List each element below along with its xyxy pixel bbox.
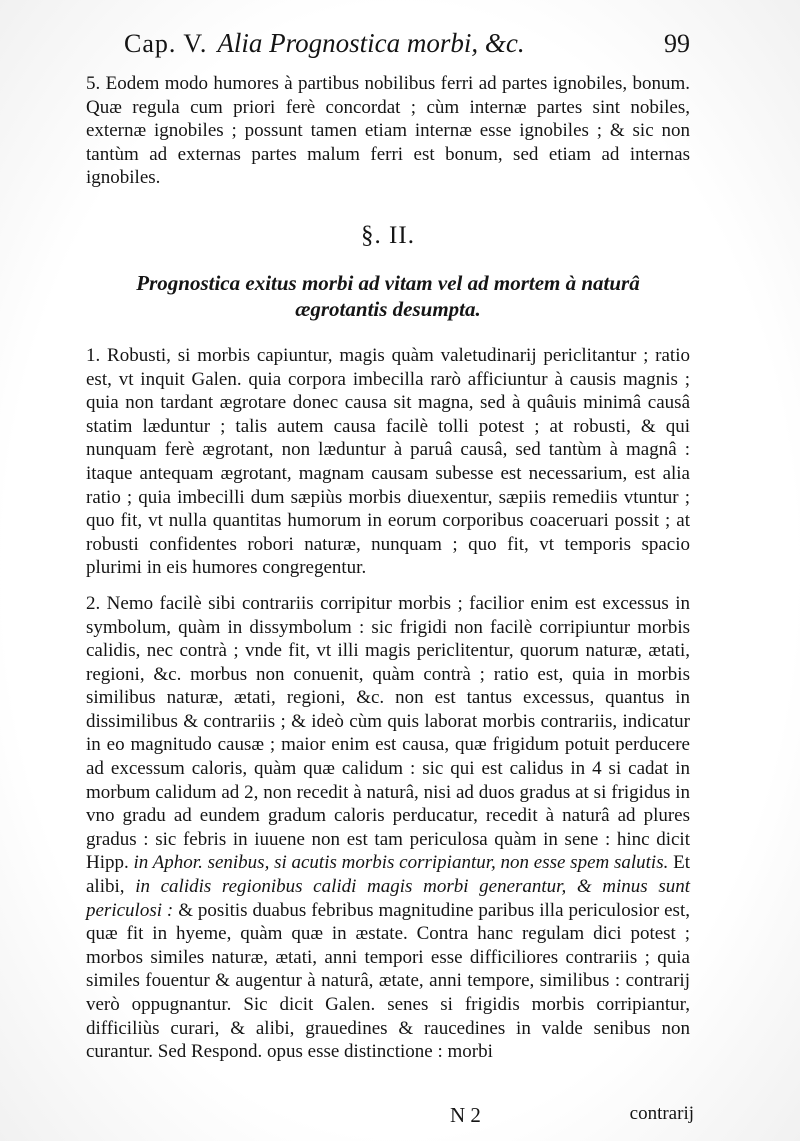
section-title-line-2: ægrotantis desumpta. [295, 296, 481, 321]
running-title: Alia Prognostica morbi, &c. [217, 28, 525, 58]
section-title [86, 270, 690, 322]
paragraph-2-part-1: 2. Nemo facilè sibi contrariis corripitur morbis ; facilior enim est excessus in symbolum, quàm in dissymbolum : sic frigidi non facilè corripiuntur morbis calidis, nec contrà ; vnde fit, vt illi magis periclitentur, quorum naturæ, ætati, regioni, &c. morbus non conuenit, quàm contrà ; ratio est, quia in morbis similibus naturæ, ætati, regioni, &c. non est tantus excessus, quantus in dissimilibus & contrariis ; & ideò cùm quis laborat morbis contrariis, indicatur in eo magnitudo causæ ; maior enim est causa, quæ frigidum potuit perducere ad excessum caloris, quàm quæ calidum : sic qui est calidus in 4 si cadat in morbum calidum ad 2, non recedit à naturâ, nisi ad duos gradus at si frigidus in vno gradu ad eundem gradum caloris perducatur, recedit à naturâ ad plures gradus : sic febris in iuuene non est tam periculosa quàm in sene : hinc dicit Hipp. [86, 592, 690, 874]
paragraph-2-part-2: Et alibi, [86, 852, 690, 898]
section-mark: §. II. [361, 221, 415, 249]
signature-mark: N 2 [450, 1103, 481, 1127]
page-number: 99 [664, 29, 690, 58]
chapter-label: Cap. V. [124, 29, 208, 58]
section-title-line-1: Prognostica exitus morbi ad vitam vel ad mortem à naturâ [136, 270, 640, 295]
paragraph-2-part-3: & positis duabus febribus magnitudine paribus illa periculosior est, quæ fit in hyeme, quàm quæ in æstate. Contra hanc regulam dici potest ; morbos similes naturæ, ætati, anni tempori esse difficiliores contrariis ; quia similes fouentur & augentur à naturâ, ætate, anni tempore, similibus : contrarij verò oppugnantur. Sic dicit Galen. senes si frigidis morbis corripiantur, difficiliùs curari, & alibi, grauedines & raucedines in valde senibus non curantur. Sed Respond. opus esse distinctione : morbi [86, 899, 690, 1063]
paragraph-2 [86, 592, 690, 1064]
paragraph-5-text: 5. Eodem modo humores à partibus nobilibus ferri ad partes ignobiles, bonum. Quæ regula cum priori ferè concordat ; cùm internæ partes sint nobiles, externæ ignobiles ; possunt tamen etiam internæ esse ignobiles ; & sic non tantùm ad externas partes malum ferri est bonum, sed etiam ad internas ignobiles. [86, 73, 690, 189]
hippocrates-quote-2: in calidis regionibus calidi magis morbi generantur, & minus sunt periculosi : [86, 876, 691, 921]
paragraph-2-text [86, 592, 690, 1064]
running-head [124, 28, 690, 72]
paragraph-1-text: 1. Robusti, si morbis capiuntur, magis quàm valetudinarij periclitantur ; ratio est, vt inquit Galen. quia corpora imbecilla rarò afficiuntur à causis magnis ; quia non tardant ægrotare donec causa sit magna, sed à quâuis minimâ causâ statim læduntur ; talis autem causa facilè tolli potest ; at robusti, & qui nunquam ferè ægrotant, non læduntur à paruâ causâ, sed tantùm à magnâ : itaque antequam ægrotant, magnam causam subesse est necessarium, est alia ratio ; quia imbecilli dum sæpiùs morbis diuexentur, sæpiis remediis vtuntur ; quo fit, vt nulla quantitas humorum in eorum corporibus coaceruari possit ; at robusti confidentes robori naturæ, nunquam ; quo fit, vt temporis spacio plurimi in eis humores congregentur. [86, 344, 690, 579]
hippocrates-quote-1: in Aphor. senibus, si acutis morbis corripiantur, non esse spem salutis. [133, 852, 669, 874]
catchword: contrarij [629, 1103, 694, 1124]
page-footer [86, 1103, 694, 1127]
paragraph-5 [86, 72, 690, 190]
paragraph-1 [86, 344, 690, 580]
